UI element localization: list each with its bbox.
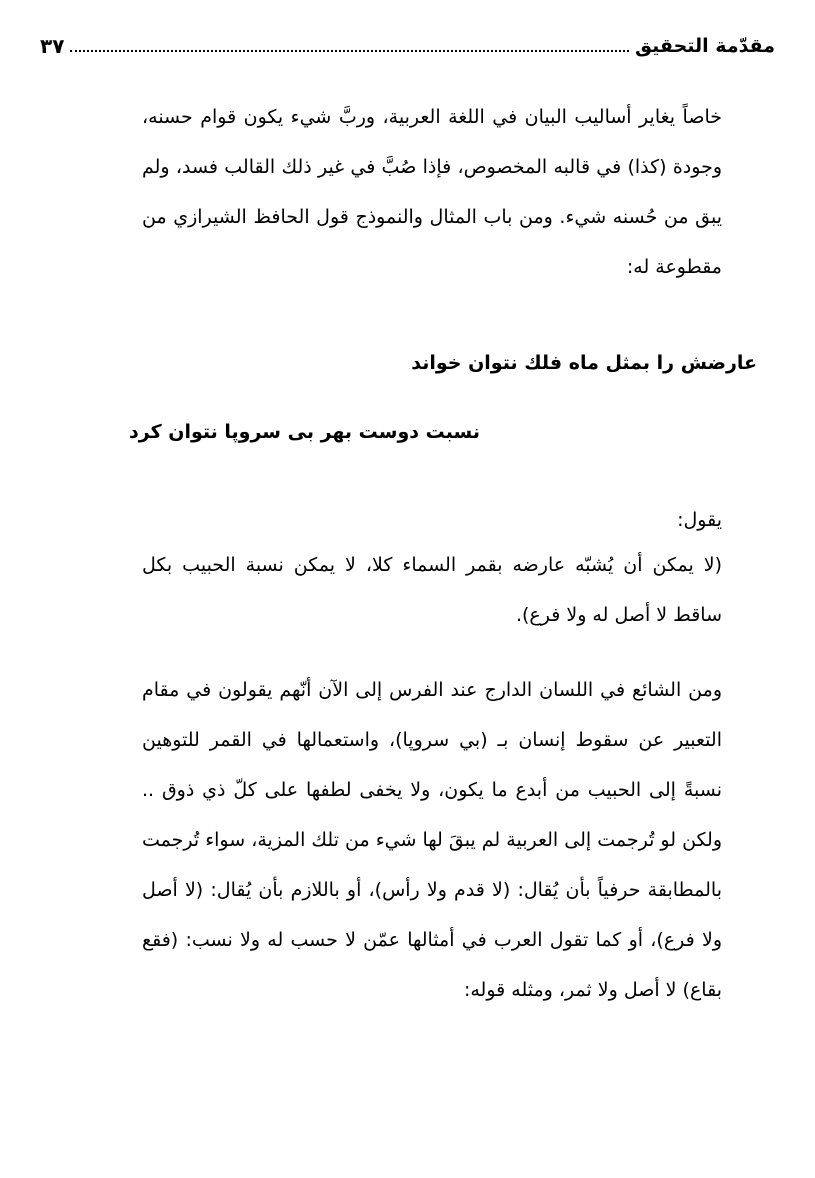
paragraph-intro: خاصاً يغاير أساليب البيان في اللغة العربية، وربَّ شيء يكون قوام حسنه، وجودة (كذا) في قالبه المخصوص، فإذا صُبَّ في غير ذلك القالب فسد، ولم يبق من حُسنه شيء. ومن باب المثال والنموذج قول الحافظ الشيرازي من مقطوعة له: <box>142 106 722 278</box>
persian-verse-line-1: عارضش را بمثل ماه فلك نتوان خواند <box>411 352 757 374</box>
persian-verse-line-2: نسبت دوست بهر بى سروپا نتوان كرد <box>129 421 480 443</box>
page-number: ٣٧ <box>40 34 65 58</box>
running-header <box>40 26 775 66</box>
paragraph-translation: (لا يمكن أن يُشبّه عارضه بقمر السماء كلا، لا يمكن نسبة الحبيب بكل ساقط لا أصل له ولا فرع). <box>142 554 722 626</box>
says-label: يقول: <box>677 509 722 531</box>
paragraph-commentary: ومن الشائع في اللسان الدارج عند الفرس إلى الآن أنّهم يقولون في مقام التعبير عن سقوط إنسان بـ (بي سروپا)، واستعمالها في القمر للتوهين نسبةً إلى الحبيب من أبدع ما يكون، ولا يخفى لطفها على كلّ ذي ذوق .. ولكن لو تُرجمت إلى العربية لم يبقَ لها شيء من تلك المزية، سواء تُرجمت بالمطابقة حرفياً بأن يُقال: (لا قدم ولا رأس)، أو باللازم بأن يُقال: (لا أصل ولا فرع)، أو كما تقول العرب في أمثالها عمّن لا حسب له ولا نسب: (فقع بقاع) لا أصل ولا ثمر، ومثله قوله: <box>142 679 722 1001</box>
chapter-title: مقدّمة التحقيق <box>635 35 775 57</box>
dotted-leader <box>70 50 629 52</box>
